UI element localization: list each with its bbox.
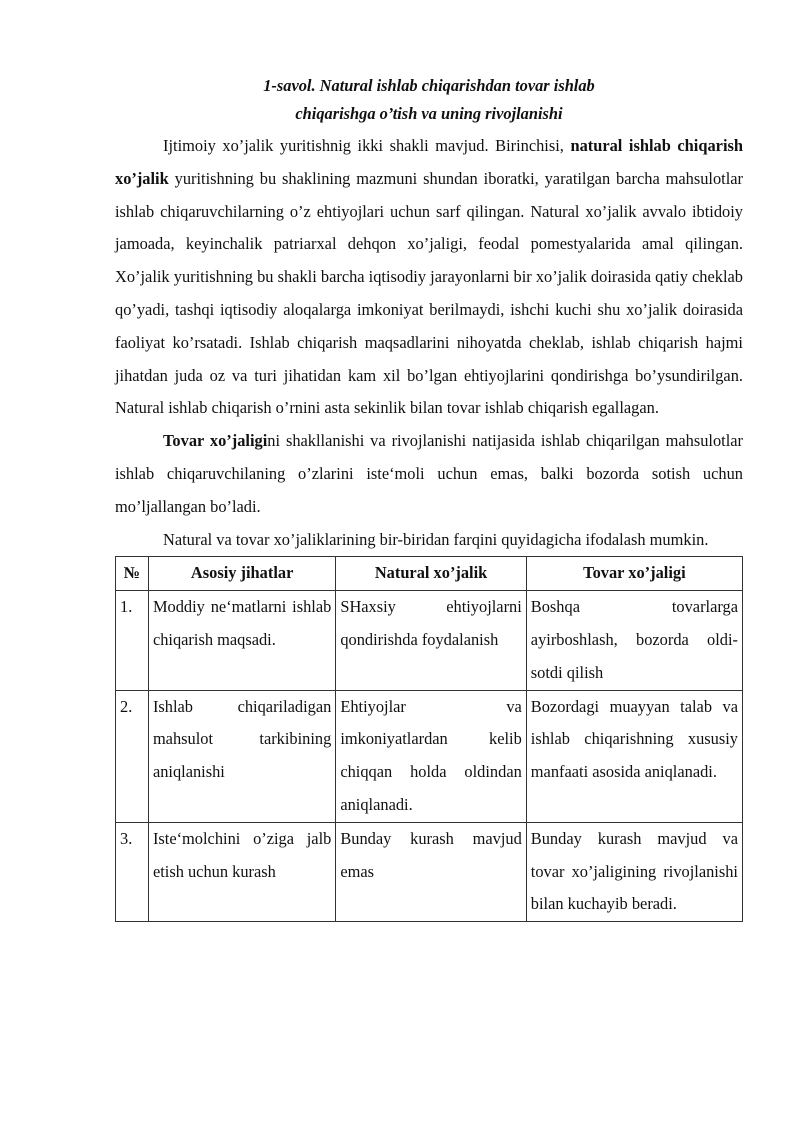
paragraph-text: ni shakllanishi va rivojlanishi natijasida ishlab chiqarilgan mahsulotlar ishlab chiqaruvchilaning o’zlarini iste‘moli uchun emas, balki bozorda sotish uchun mo’ljallangan bo’ladi. [115, 431, 743, 516]
table-row [116, 690, 743, 822]
table-header-row [116, 557, 743, 591]
section-title-line-2: chiqarishga o’tish va uning rivojlanishi [295, 104, 563, 123]
cell-number: 3. [116, 822, 149, 921]
document-page [115, 72, 743, 922]
cell-number: 2. [116, 690, 149, 822]
table-row [116, 591, 743, 690]
paragraph-commodity-economy [115, 425, 743, 523]
header-number: № [116, 557, 149, 591]
cell-aspect: Ishlab chiqariladigan mahsulot tarkibining aniqlanishi [148, 690, 335, 822]
cell-commodity: Bunday kurash mavjud va tovar xo’jaligining rivojlanishi bilan kuchayib beradi. [526, 822, 742, 921]
bold-term-natural: natural ishlab chiqarish xo’jalik [115, 136, 743, 188]
paragraph-natural-economy [115, 130, 743, 425]
bold-term-commodity: Tovar xo’jaligi [163, 431, 268, 451]
paragraph-text: yuritishning bu shaklining mazmuni shundan iboratki, yaratilgan barcha mahsulotlar ishlab chiqaruvchilarning o’z ehtiyojlari uchun sarf qilingan. Natural xo’jalik avvalo ibtidoiy jamoada, keyinchalik patriarxal dehqon xo’jaligi, feodal pomestyalarida amal qilingan. Xo’jalik yuritishning bu shakli barcha iqtisodiy jarayonlarni bir xo’jalik doirasida qatiy cheklab qo’yadi, tashqi iqtisodiy aloqalarga imkoniyat berilmaydi, ishchi kuchi shu xo’jalik doirasida faoliyat ko’rsatadi. Ishlab chiqarish maqsadlarini nihoyatda cheklab, ishlab chiqarish hajmi jihatdan juda oz va turi jihatidan kam xil bo’lgan ehtiyojlarini qondirishga bo’ysundirilgan. Natural ishlab chiqarish o’rnini asta sekinlik bilan tovar ishlab chiqarish egallagan. [115, 168, 743, 418]
cell-natural: Ehtiyojlar va imkoniyatlardan kelib chiqqan holda oldindan aniqlanadi. [336, 690, 526, 822]
header-natural: Natural xo’jalik [336, 557, 526, 591]
cell-commodity: Bozordagi muayyan talab va ishlab chiqarishning xususiy manfaati asosida aniqlanadi. [526, 690, 742, 822]
cell-natural: SHaxsiy ehtiyojlarni qondirishda foydalanish [336, 591, 526, 690]
table-row [116, 822, 743, 921]
header-commodity: Tovar xo’jaligi [526, 557, 742, 591]
comparison-table [115, 556, 743, 922]
cell-number: 1. [116, 591, 149, 690]
paragraph-comparison-intro: Natural va tovar xo’jaliklarining bir-biridan farqini quyidagicha ifodalash mumkin. [163, 529, 709, 549]
cell-commodity: Boshqa tovarlarga ayirboshlash, bozorda oldi-sotdi qilish [526, 591, 742, 690]
paragraph-text: Ijtimoiy xo’jalik yuritishnig ikki shakli mavjud. Birinchisi, [163, 136, 571, 155]
cell-aspect: Iste‘molchini o’ziga jalb etish uchun kurash [148, 822, 335, 921]
section-title-line-1: 1-savol. Natural ishlab chiqarishdan tovar ishlab [263, 76, 595, 95]
cell-aspect: Moddiy ne‘matlarni ishlab chiqarish maqsadi. [148, 591, 335, 690]
cell-natural: Bunday kurash mavjud emas [336, 822, 526, 921]
header-aspects: Asosiy jihatlar [148, 557, 335, 591]
